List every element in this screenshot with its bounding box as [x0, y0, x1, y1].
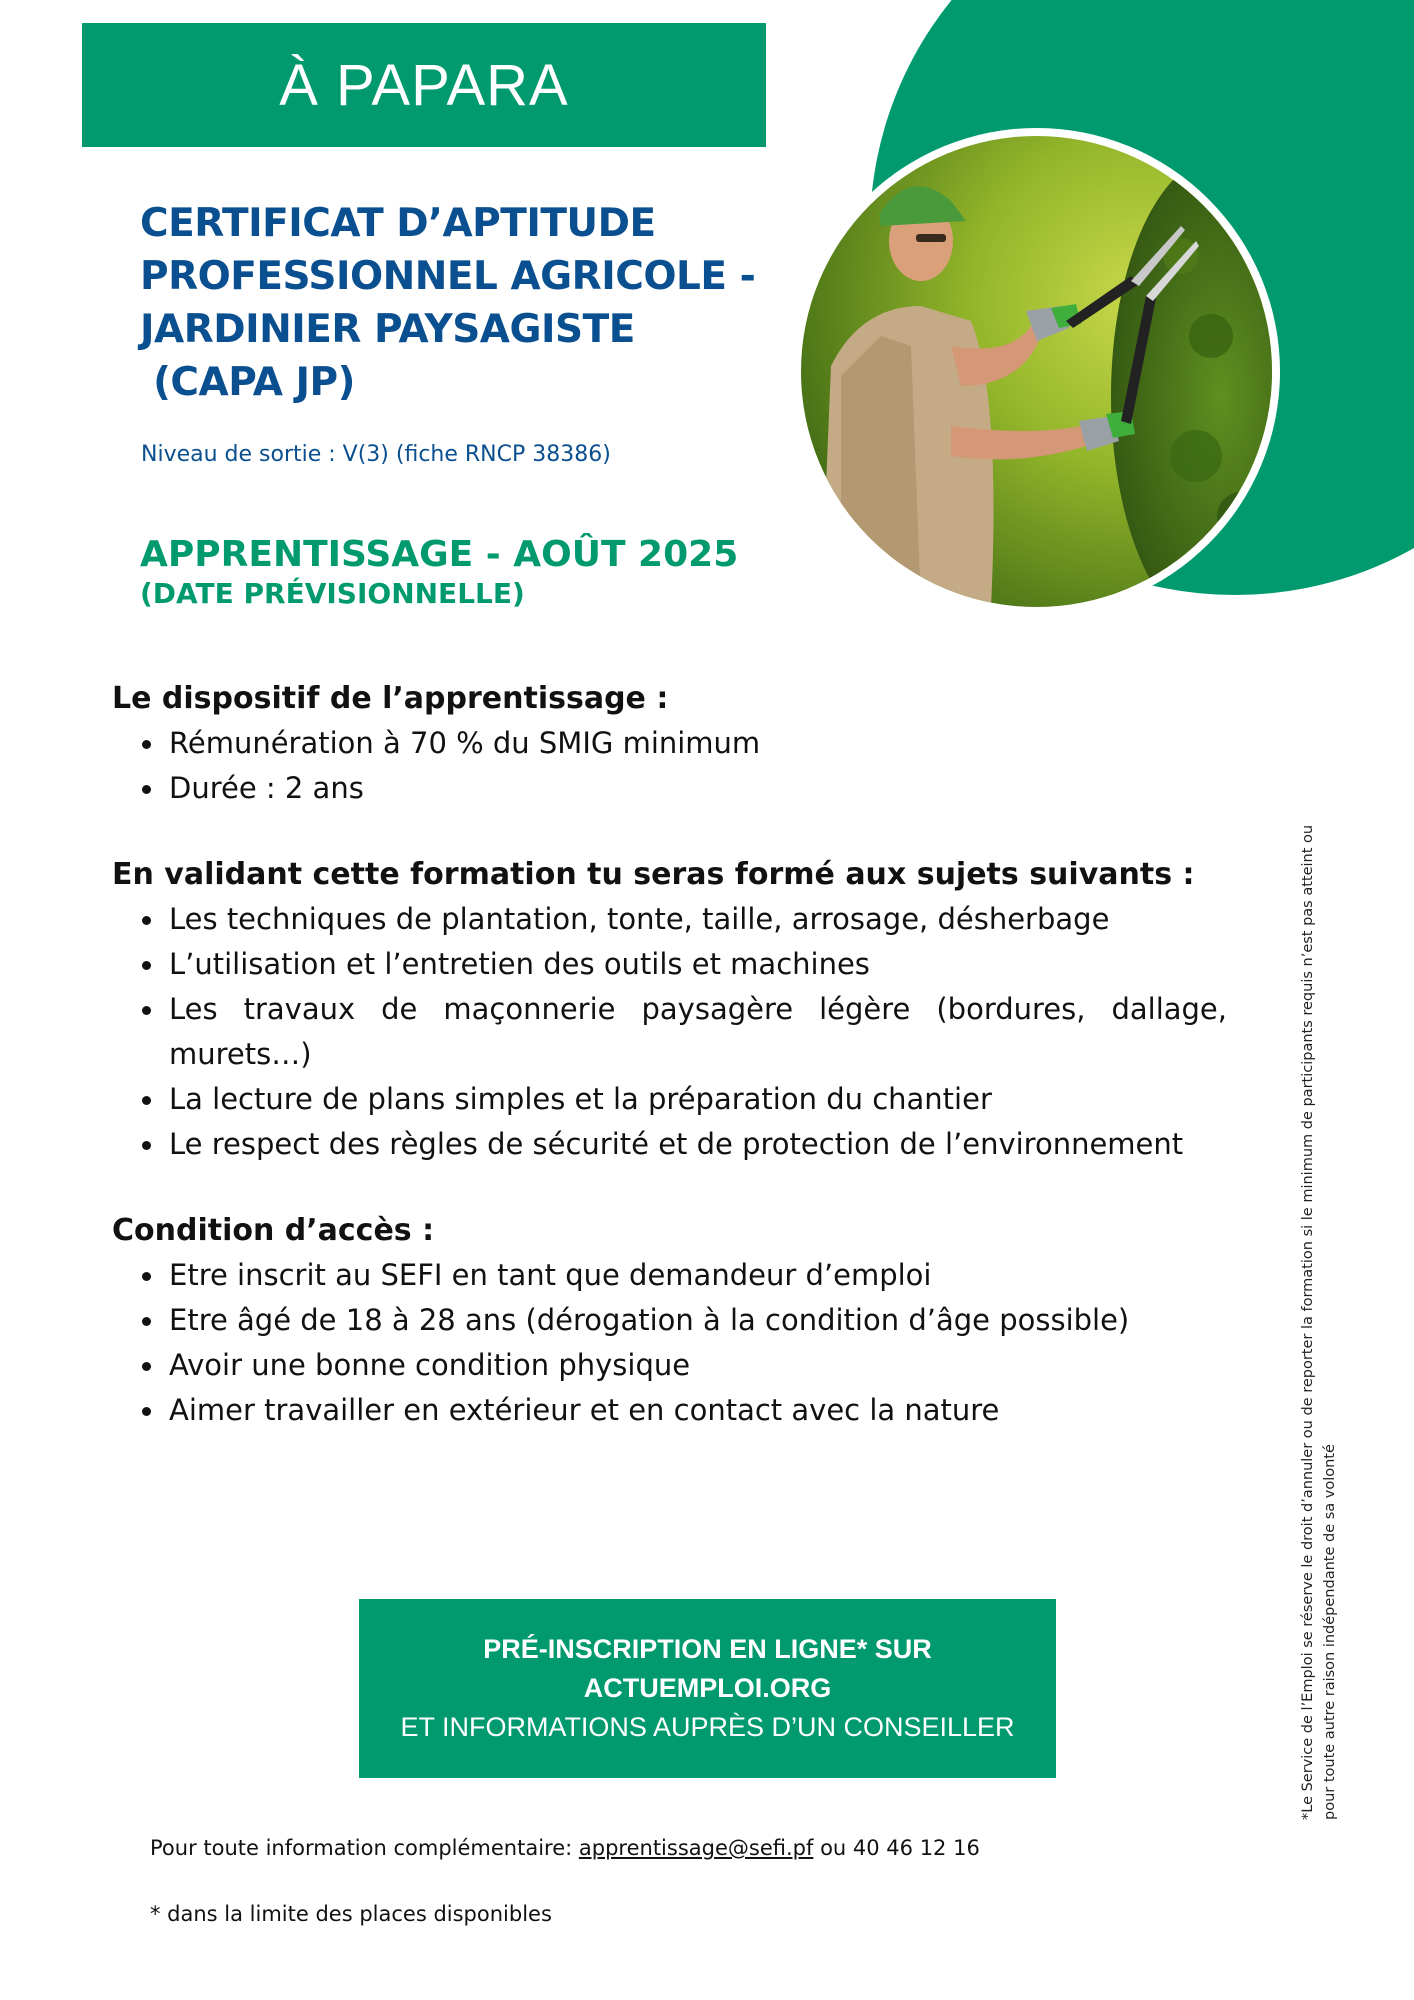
list-item: Les techniques de plantation, tonte, taille, arrosage, désherbage — [169, 897, 1227, 942]
section-heading-dispositif: Le dispositif de l’apprentissage : — [112, 681, 669, 716]
list-item: Aimer travailler en extérieur et en contact avec la nature — [169, 1388, 1227, 1433]
list-item: Les travaux de maçonnerie paysagère légère (bordures, dallage, murets…) — [169, 987, 1227, 1077]
title-line-3: JARDINIER PAYSAGISTE — [140, 307, 635, 352]
disclaimer-line-1: *Le Service de l’Emploi se réserve le droit d’annuler ou de reporter la formation si le minimum de participants requis n’est pas atteint ou — [1300, 824, 1316, 1820]
list-item: La lecture de plans simples et la préparation du chantier — [169, 1077, 1227, 1122]
apprenticeship-date-note: (DATE PRÉVISIONNELLE) — [140, 577, 525, 610]
contact-email-link[interactable]: apprentissage@sefi.pf — [578, 1836, 814, 1860]
location-banner — [82, 23, 766, 147]
exit-level: Niveau de sortie : V(3) (fiche RNCP 38386) — [141, 442, 611, 467]
list-dispositif — [112, 721, 1227, 811]
section-heading-formation: En validant cette formation tu seras formé aux sujets suivants : — [112, 857, 1195, 892]
list-item: Etre âgé de 18 à 28 ans (dérogation à la condition d’âge possible) — [169, 1298, 1227, 1343]
cta-line-1: PRÉ-INSCRIPTION EN LIGNE* SUR — [483, 1634, 932, 1664]
preregistration-banner[interactable] — [359, 1599, 1056, 1778]
list-item: Durée : 2 ans — [169, 766, 1227, 811]
contact-info — [150, 1836, 980, 1860]
apprenticeship-heading — [140, 532, 738, 610]
footnote: * dans la limite des places disponibles — [150, 1902, 552, 1926]
section-heading-acces: Condition d’accès : — [112, 1213, 435, 1248]
title-line-1: CERTIFICAT D’APTITUDE — [140, 201, 656, 246]
cta-line-3: ET INFORMATIONS AUPRÈS D’UN CONSEILLER — [400, 1712, 1015, 1742]
location-label: À PAPARA — [279, 52, 569, 118]
title-line-2: PROFESSIONNEL AGRICOLE - — [140, 254, 756, 299]
gardener-photo — [801, 136, 1272, 607]
list-formation — [112, 897, 1227, 1167]
certificate-title — [140, 197, 760, 409]
list-item: L’utilisation et l’entretien des outils et machines — [169, 942, 1227, 987]
title-line-4: (CAPA JP) — [140, 360, 355, 405]
main-content — [112, 676, 1227, 1433]
contact-phone: ou 40 46 12 16 — [813, 1836, 980, 1860]
apprenticeship-date: APPRENTISSAGE - AOÛT 2025 — [140, 534, 739, 575]
list-acces — [112, 1253, 1227, 1433]
disclaimer-line-2: pour toute autre raison indépendante de sa volonté — [1322, 1444, 1338, 1820]
list-item: Avoir une bonne condition physique — [169, 1343, 1227, 1388]
list-item: Rémunération à 70 % du SMIG minimum — [169, 721, 1227, 766]
cta-website-link[interactable]: ACTUEMPLOI.ORG — [583, 1673, 832, 1703]
list-item: Etre inscrit au SEFI en tant que demandeur d’emploi — [169, 1253, 1227, 1298]
photo-frame — [793, 128, 1280, 615]
contact-prefix: Pour toute information complémentaire: — [150, 1836, 579, 1860]
list-item: Le respect des règles de sécurité et de protection de l’environnement — [169, 1122, 1227, 1167]
disclaimer — [1297, 720, 1341, 1820]
